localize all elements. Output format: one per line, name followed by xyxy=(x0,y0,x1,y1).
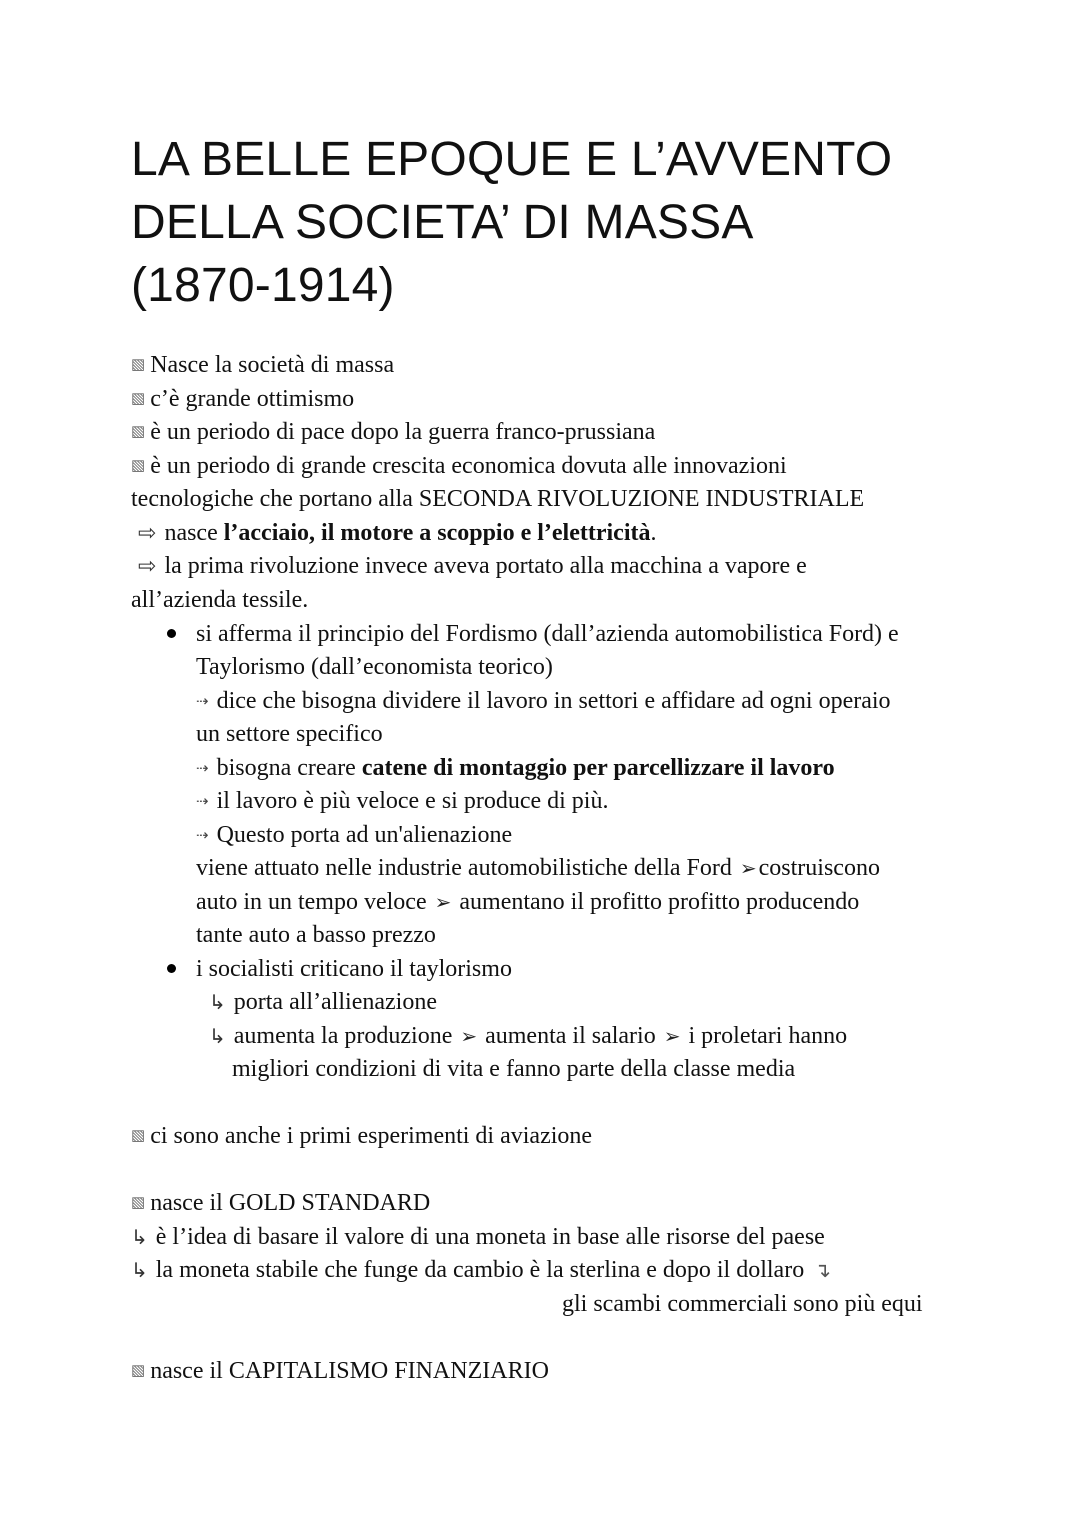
checkbox-icon: ▧ xyxy=(131,391,146,407)
small-arrow-icon: ⇢ xyxy=(196,761,209,777)
triangle-arrow-icon: ➢ xyxy=(434,892,452,914)
bullet-item: si afferma il principio del Fordismo (dall’azienda automobilistica Ford) e xyxy=(196,621,899,647)
bullet-icon xyxy=(167,964,176,973)
checkbox-icon: ▧ xyxy=(131,458,146,474)
bullet-item: i socialisti criticano il taylorismo xyxy=(196,956,512,982)
hook-arrow-icon: ↳ xyxy=(131,1260,148,1282)
page-title xyxy=(131,128,892,317)
checkbox-icon: ▧ xyxy=(131,1363,146,1379)
bullet-icon xyxy=(167,629,176,638)
text-line: tecnologiche che portano alla SECONDA RIVOLUZIONE INDUSTRIALE xyxy=(131,486,865,512)
hook-arrow-icon: ↳ xyxy=(131,1227,148,1249)
text-line: all’azienda tessile. xyxy=(131,587,309,613)
small-arrow-icon: ⇢ xyxy=(196,794,209,810)
capitalism-item: ▧ nasce il CAPITALISMO FINANZIARIO xyxy=(131,1358,549,1384)
arrow-item: ⇨ nasce l’acciaio, il motore a scoppio e l’elettricità. xyxy=(138,520,657,546)
hook-arrow-icon: ↳ xyxy=(209,992,226,1014)
title-line-3: (1870-1914) xyxy=(131,259,395,312)
arrow-item: ⇨ la prima rivoluzione invece aveva portato alla macchina a vapore e xyxy=(138,553,807,579)
hook-item: ↳ è l’idea di basare il valore di una moneta in base alle risorse del paese xyxy=(131,1224,825,1250)
sub-arrow-item: ⇢ Questo porta ad un'alienazione xyxy=(196,822,513,848)
sub-arrow-item: ⇢ il lavoro è più veloce e si produce di più. xyxy=(196,788,609,814)
text-line: viene attuato nelle industrie automobilistiche della Ford ➢costruiscono xyxy=(196,855,880,881)
down-arrow-icon: ↴ xyxy=(814,1260,831,1282)
arrow-right-icon: ⇨ xyxy=(138,553,157,578)
checkbox-icon: ▧ xyxy=(131,1195,146,1211)
hook-item: ↳ la moneta stabile che funge da cambio è la sterlina e dopo il dollaro ↴ xyxy=(131,1257,831,1283)
triangle-arrow-icon: ➢ xyxy=(460,1026,478,1048)
hook-arrow-icon: ↳ xyxy=(209,1026,226,1048)
small-arrow-icon: ⇢ xyxy=(196,828,209,844)
checkbox-icon: ▧ xyxy=(131,424,146,440)
triangle-arrow-icon: ➢ xyxy=(739,858,757,880)
gold-standard-item: ▧ nasce il GOLD STANDARD xyxy=(131,1190,431,1216)
title-line-2: DELLA SOCIETA’ DI MASSA xyxy=(131,196,754,249)
title-line-1: LA BELLE EPOQUE E L’AVVENTO xyxy=(131,133,893,186)
intro-item: ▧ c’è grande ottimismo xyxy=(131,386,355,412)
intro-item: ▧ è un periodo di grande crescita economica dovuta alle innovazioni xyxy=(131,453,787,479)
small-arrow-icon: ⇢ xyxy=(196,694,209,710)
arrow-right-icon: ⇨ xyxy=(138,520,157,545)
text-line: tante auto a basso prezzo xyxy=(196,922,436,948)
hook-item: ↳ porta all’allienazione xyxy=(209,989,437,1015)
sub-arrow-item: ⇢ dice che bisogna dividere il lavoro in settori e affidare ad ogni operaio xyxy=(196,688,891,714)
intro-item: ▧ è un periodo di pace dopo la guerra franco-prussiana xyxy=(131,419,656,445)
text-line: un settore specifico xyxy=(196,721,383,747)
aviation-item: ▧ ci sono anche i primi esperimenti di aviazione xyxy=(131,1123,593,1149)
intro-item: ▧ Nasce la società di massa xyxy=(131,352,395,378)
sub-arrow-item: ⇢ bisogna creare catene di montaggio per parcellizzare il lavoro xyxy=(196,755,835,781)
triangle-arrow-icon: ➢ xyxy=(663,1026,681,1048)
text-line: auto in un tempo veloce ➢ aumentano il profitto profitto producendo xyxy=(196,889,860,915)
text-line: migliori condizioni di vita e fanno parte della classe media xyxy=(232,1056,796,1082)
hook-item: ↳ aumenta la produzione ➢ aumenta il salario ➢ i proletari hanno xyxy=(209,1023,848,1049)
checkbox-icon: ▧ xyxy=(131,357,146,373)
text-line: Taylorismo (dall’economista teorico) xyxy=(196,654,553,680)
text-line: gli scambi commerciali sono più equi xyxy=(562,1291,923,1317)
checkbox-icon: ▧ xyxy=(131,1128,146,1144)
